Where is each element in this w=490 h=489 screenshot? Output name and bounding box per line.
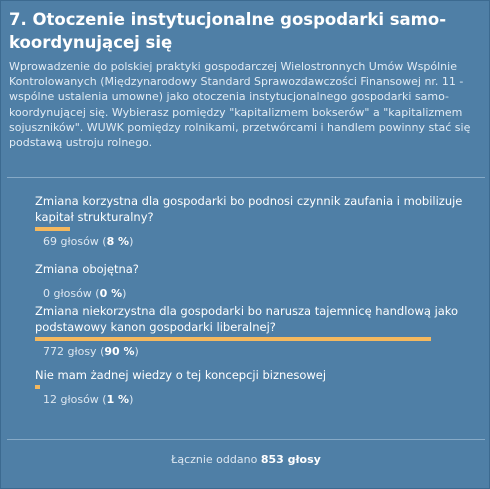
option-label: Zmiana niekorzystna dla gospodarki bo narusza tajemnicę handlową jako podstawowy kanon gospodarki liberalnej? bbox=[35, 304, 459, 334]
poll-option bbox=[35, 367, 475, 406]
vote-count: 772 głosy (90 %) bbox=[43, 345, 139, 358]
poll-option bbox=[35, 193, 475, 248]
vote-count: 69 głosów (8 %) bbox=[43, 235, 134, 248]
poll-option bbox=[35, 303, 475, 358]
divider bbox=[7, 177, 485, 178]
poll-description: Wprowadzenie do polskiej praktyki gospodarczej Wielostronnych Umów Wspólnie Kontrolowanych (Międzynarodowy Standard Sprawozdawczości Finansowej nr. 11 - wspólne ustalenia umowne) jako otoczenia instytucjonalnego gospodarki samo-koordynującej się. Wybierasz pomiędzy "kapitalizmem bokserów" a "kapitalizmem sojuszników". WUWK pomiędzy rolnikami, przetwórcami i handlem powinny stać się podstawą ustroju rolnego. bbox=[9, 60, 471, 150]
result-bar bbox=[35, 385, 40, 389]
poll-option bbox=[35, 261, 475, 300]
option-label: Zmiana obojętna? bbox=[35, 262, 139, 276]
option-label: Nie mam żadnej wiedzy o tej koncepcji biznesowej bbox=[35, 368, 327, 382]
divider bbox=[7, 439, 485, 440]
result-bar bbox=[35, 337, 431, 341]
result-bar bbox=[35, 227, 70, 231]
poll-title: 7. Otoczenie instytucjonalne gospodarki samo-koordynującej się bbox=[9, 10, 447, 52]
option-label: Zmiana korzystna dla gospodarki bo podnosi czynnik zaufania i mobilizuje kapitał strukturalny? bbox=[35, 194, 463, 224]
vote-count: 0 głosów (0 %) bbox=[43, 287, 127, 300]
vote-count: 12 głosów (1 %) bbox=[43, 393, 134, 406]
total-votes: Łącznie oddano 853 głosy bbox=[171, 453, 321, 466]
